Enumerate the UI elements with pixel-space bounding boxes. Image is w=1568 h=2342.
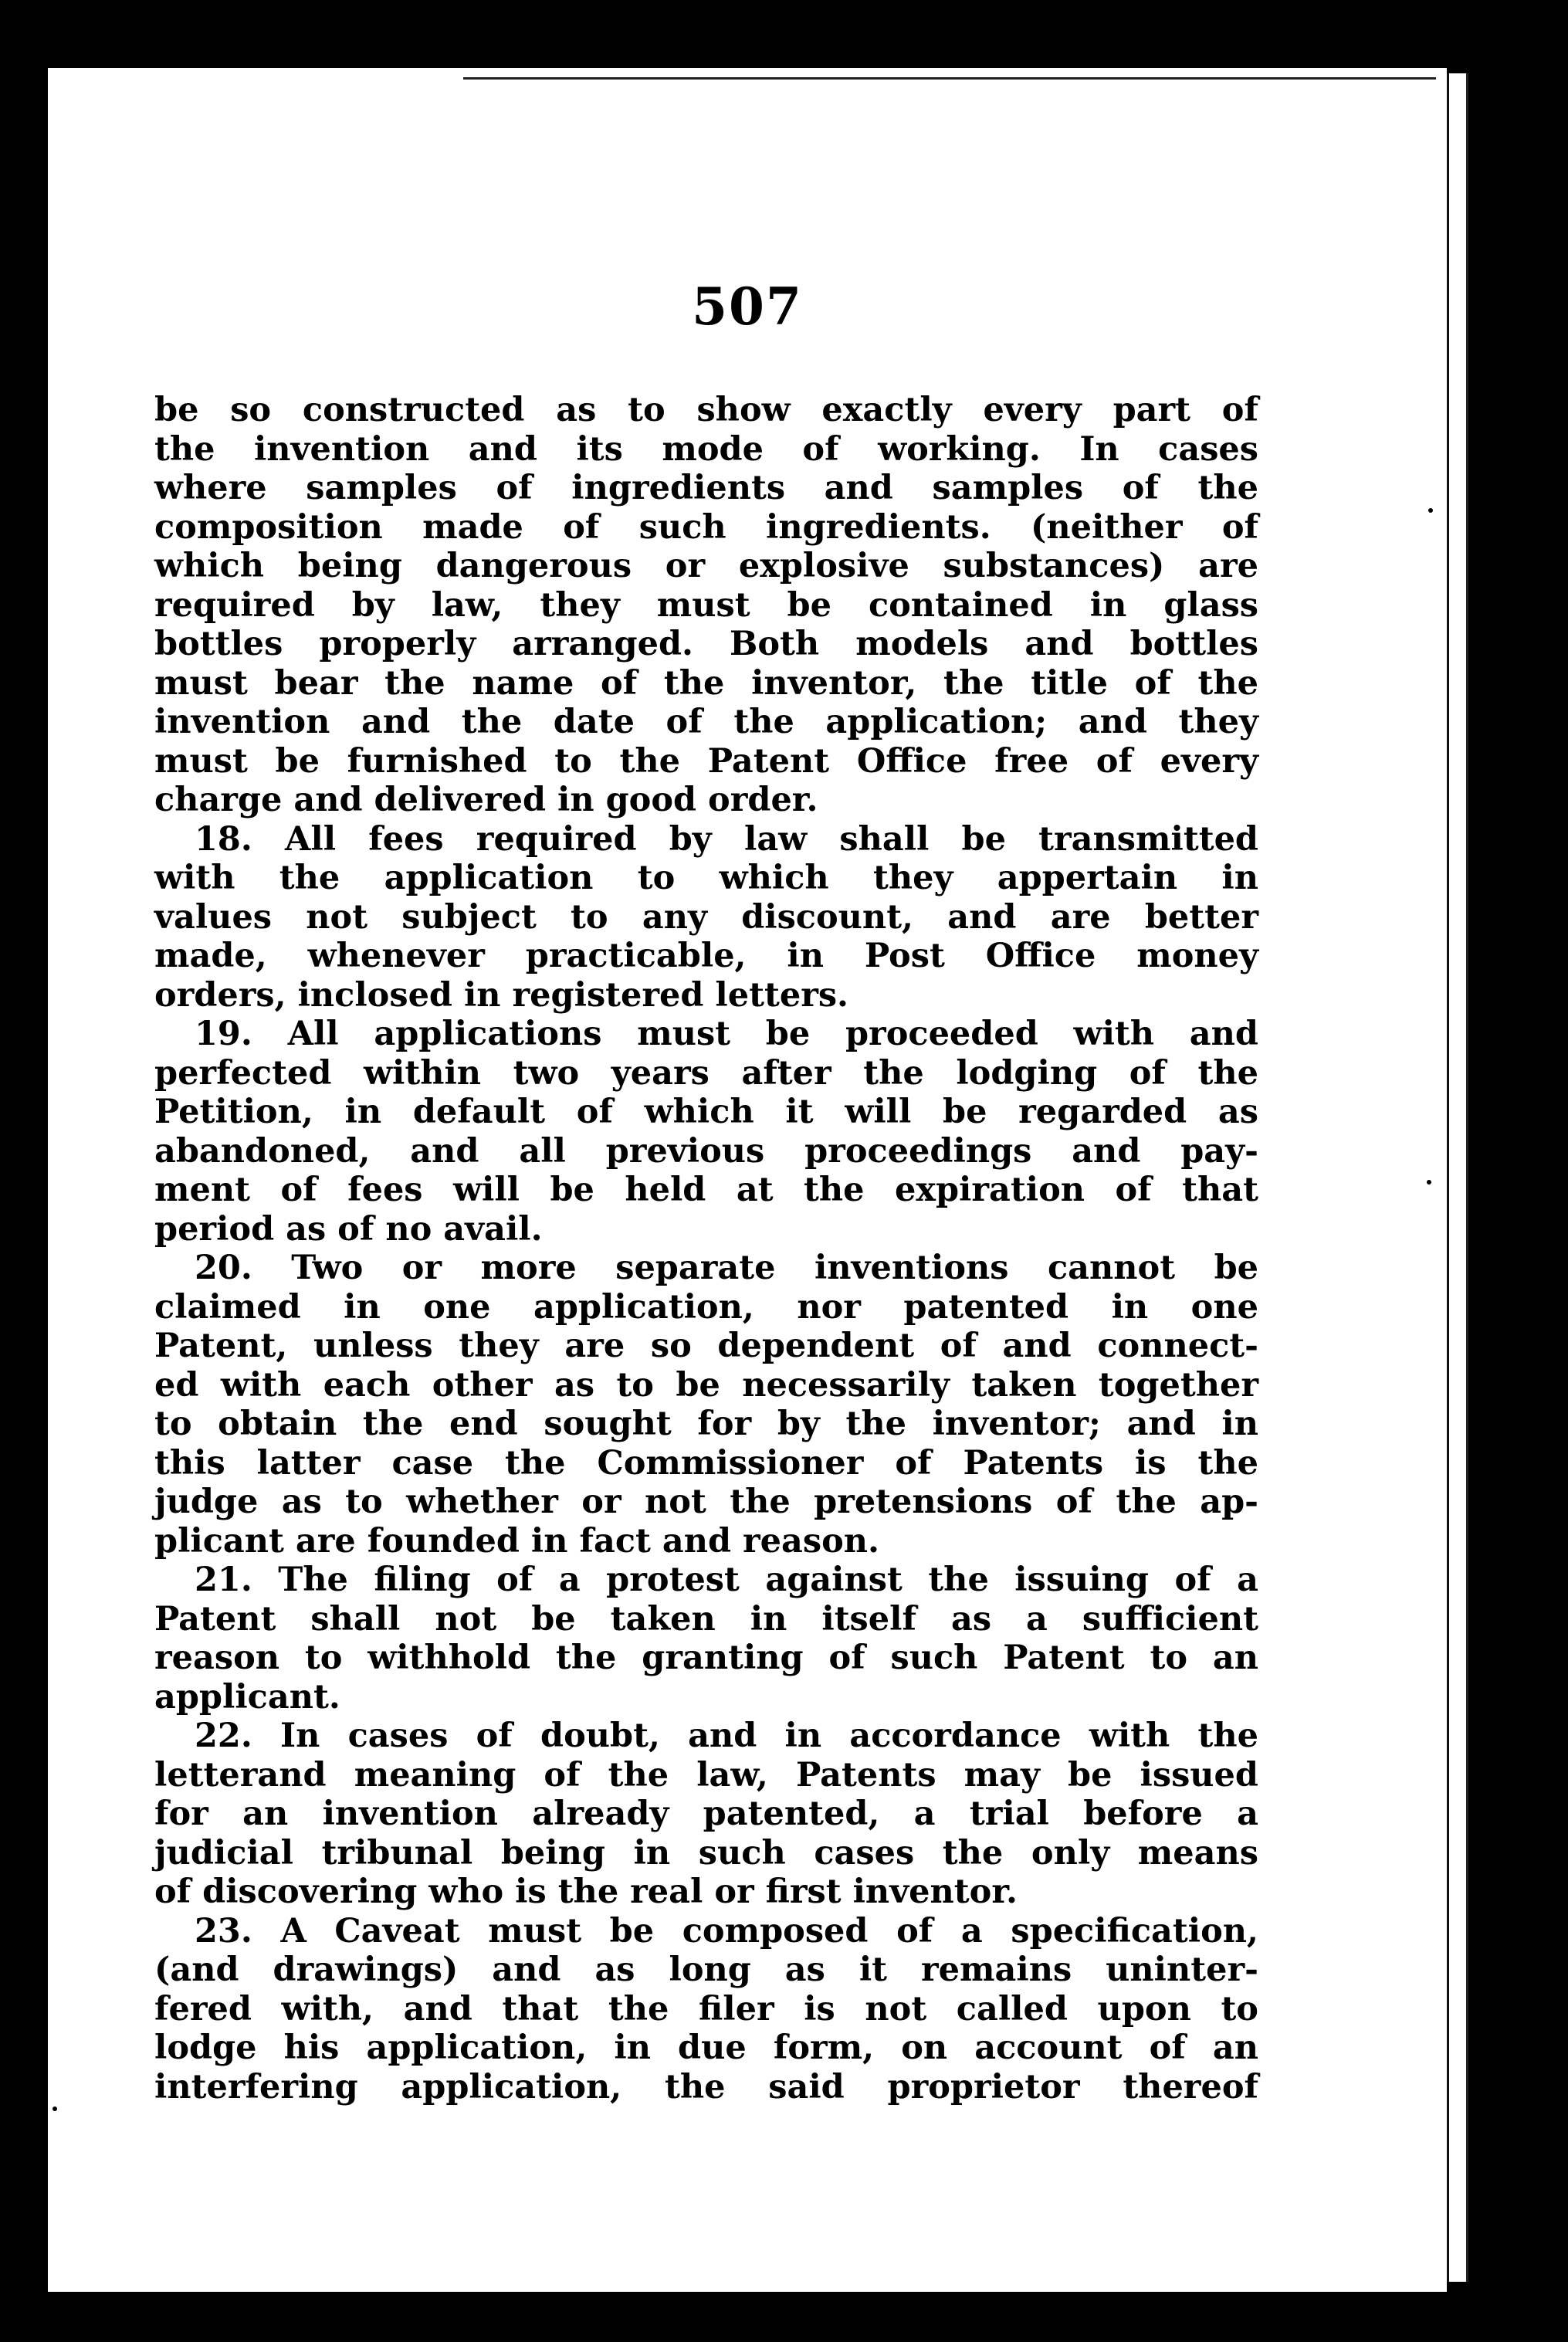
text-line: abandoned, and all previous proceedings and pay- bbox=[154, 1131, 1258, 1171]
text-line: ment of fees will be held at the expiration of that bbox=[154, 1171, 1258, 1209]
page-edge bbox=[1447, 73, 1468, 2282]
text-line: 19. All applications must be proceeded with and bbox=[195, 1015, 1258, 1053]
text-line: for an invention already patented, a trial before a bbox=[154, 1795, 1258, 1833]
text-line: 22. In cases of doubt, and in accordance with the bbox=[195, 1717, 1258, 1755]
text-line: judge as to whether or not the pretensions of the ap- bbox=[154, 1483, 1258, 1521]
text-line: charge and delivered in good order. bbox=[154, 781, 818, 819]
text-line: must be furnished to the Patent Office free of every bbox=[154, 741, 1258, 781]
text-line: which being dangerous or explosive substances) are bbox=[154, 547, 1258, 585]
text-line: ed with each other as to be necessarily taken together bbox=[154, 1365, 1258, 1405]
text-line: fered with, and that the filer is not called upon to bbox=[154, 1989, 1258, 2028]
text-line: be so constructed as to show exactly every part of bbox=[154, 391, 1258, 429]
speck bbox=[1428, 508, 1433, 513]
text-line: this latter case the Commissioner of Patents is the bbox=[154, 1443, 1258, 1483]
text-line: invention and the date of the application; and they bbox=[154, 703, 1258, 741]
speck bbox=[52, 2106, 57, 2111]
speck bbox=[1427, 1180, 1431, 1185]
text-line: bottles properly arranged. Both models and bottles bbox=[154, 625, 1258, 663]
text-line: where samples of ingredients and samples of the bbox=[154, 469, 1258, 507]
text-line: claimed in one application, nor patented in one bbox=[154, 1287, 1258, 1327]
text-line: judicial tribunal being in such cases the only means bbox=[154, 1833, 1258, 1873]
text-line: Petition, in default of which it will be regarded as bbox=[154, 1093, 1258, 1131]
text-line: period as of no avail. bbox=[154, 1209, 543, 1249]
text-line: of discovering who is the real or first inventor. bbox=[154, 1873, 1018, 1911]
top-rule bbox=[463, 77, 1436, 80]
text-line: to obtain the end sought for by the inventor; and in bbox=[154, 1405, 1258, 1443]
text-line: the invention and its mode of working. In cases bbox=[154, 429, 1258, 469]
text-line: applicant. bbox=[154, 1677, 340, 1717]
text-line: orders, inclosed in registered letters. bbox=[154, 975, 849, 1015]
text-line: 23. A Caveat must be composed of a specification, bbox=[195, 1911, 1258, 1951]
text-line: must bear the name of the inventor, the title of the bbox=[154, 663, 1258, 703]
text-line: interfering application, the said proprietor thereof bbox=[154, 2067, 1258, 2106]
text-line: letterand meaning of the law, Patents may be issued bbox=[154, 1755, 1258, 1795]
text-line: required by law, they must be contained in glass bbox=[154, 585, 1258, 625]
text-line: Patent shall not be taken in itself as a sufficient bbox=[154, 1599, 1258, 1639]
text-line: composition made of such ingredients. (neither of bbox=[154, 507, 1258, 547]
text-line: values not subject to any discount, and are better bbox=[154, 897, 1258, 937]
text-line: made, whenever practicable, in Post Office money bbox=[154, 937, 1258, 975]
text-line: with the application to which they appertain in bbox=[154, 859, 1258, 897]
text-line: Patent, unless they are so dependent of and connect- bbox=[154, 1327, 1258, 1365]
page-number: 507 bbox=[692, 276, 803, 337]
text-line: plicant are founded in fact and reason. bbox=[154, 1521, 879, 1561]
text-line: 21. The filing of a protest against the issuing of a bbox=[195, 1561, 1258, 1599]
text-line: perfected within two years after the lodging of the bbox=[154, 1053, 1258, 1093]
text-line: 20. Two or more separate inventions cannot be bbox=[195, 1249, 1258, 1287]
text-line: (and drawings) and as long as it remains uninter- bbox=[154, 1951, 1258, 1989]
body-text bbox=[154, 391, 1258, 2106]
book-page bbox=[48, 68, 1447, 2292]
text-line: 18. All fees required by law shall be transmitted bbox=[195, 819, 1258, 859]
text-line: reason to withhold the granting of such Patent to an bbox=[154, 1639, 1258, 1677]
text-line: lodge his application, in due form, on account of an bbox=[154, 2028, 1258, 2067]
